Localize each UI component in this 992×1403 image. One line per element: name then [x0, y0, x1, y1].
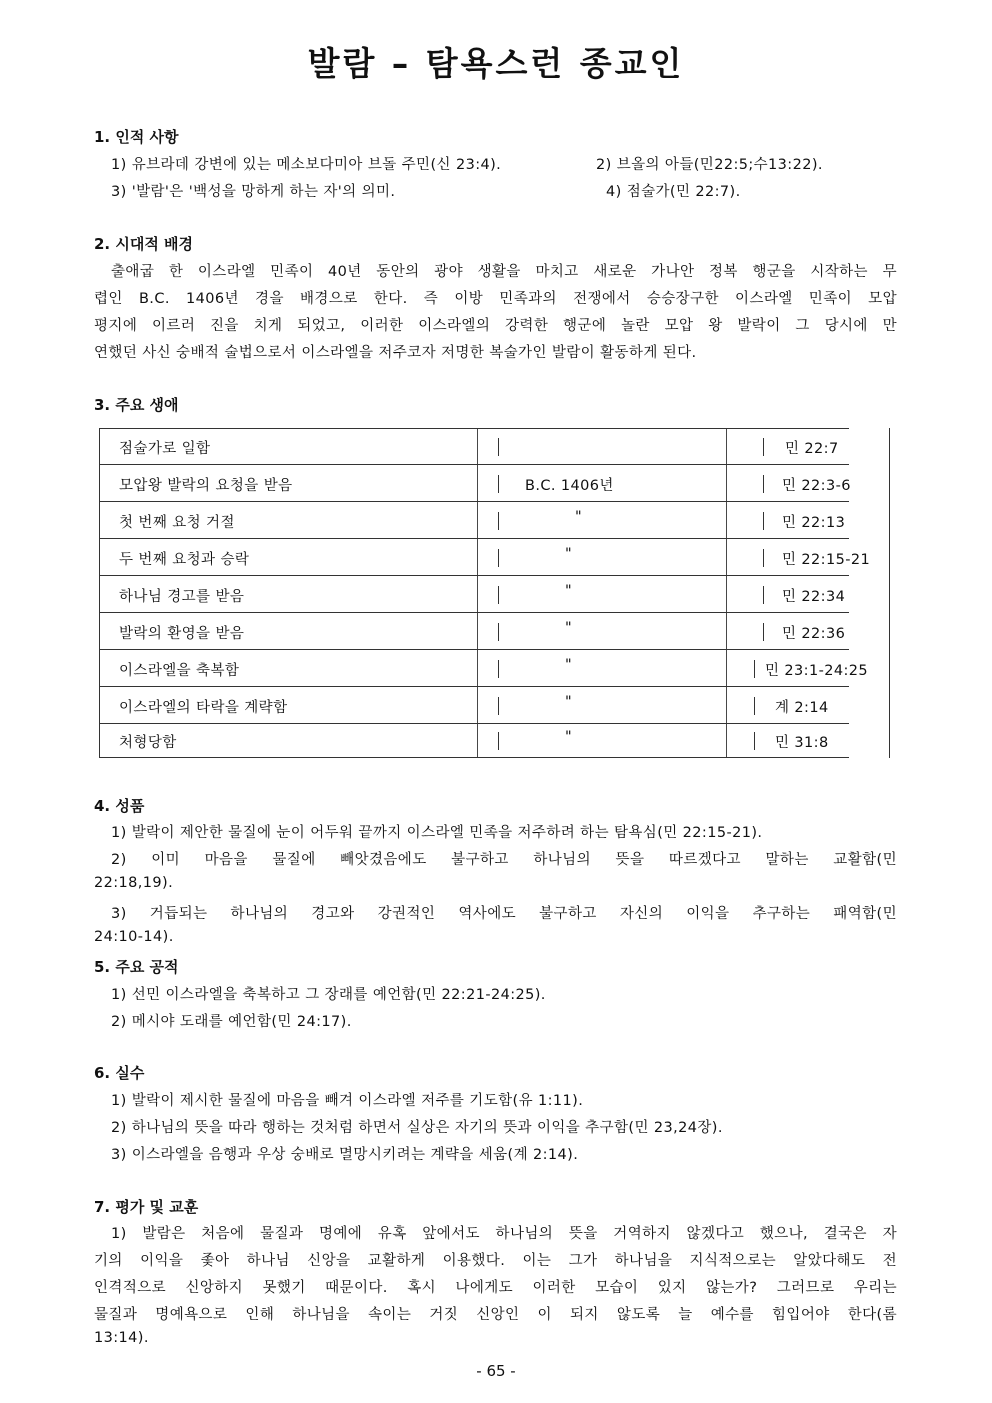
- reference-cell: 민 22:13: [782, 515, 846, 531]
- date-cell: ": [575, 509, 583, 525]
- event-cell: 이스라엘을 축복함: [119, 663, 240, 679]
- evaluation-paragraph-line: 13:14).: [94, 1330, 149, 1346]
- date-cell: B.C. 1406년: [525, 478, 614, 494]
- background-paragraph-line: 연했던 사신 숭배적 술법으로서 이스라엘을 저주코자 저명한 복술가인 발람이 활동하게 된다.: [94, 345, 697, 361]
- personal-info-item: 3) '발람'은 '백성을 망하게 하는 자'의 의미.: [111, 184, 396, 200]
- reference-cell: 민 22:7: [785, 441, 839, 457]
- mistake-item: 1) 발락이 제시한 물질에 마음을 빼겨 이스라엘 저주를 기도함(유 1:11).: [111, 1093, 584, 1109]
- reference-cell: 민 22:15-21: [782, 552, 871, 568]
- reference-cell: 민 22:34: [782, 589, 846, 605]
- date-cell: ": [565, 694, 573, 710]
- character-item: 1) 발락이 제안한 물질에 눈이 어두워 끝까지 이스라엘 민족을 저주하려 하는 탐욕심(민 22:15-21).: [111, 825, 763, 841]
- section-heading-character: 4. 성품: [94, 797, 145, 815]
- event-cell: 발락의 환영을 받음: [119, 626, 245, 642]
- achievement-item: 1) 선민 이스라엘을 축복하고 그 장래를 예언함(민 22:21-24:25).: [111, 987, 546, 1003]
- date-cell: ": [565, 729, 573, 745]
- date-cell: ": [565, 657, 573, 673]
- section-heading-personal-info: 1. 인적 사항: [94, 128, 179, 146]
- section-heading-achievements: 5. 주요 공적: [94, 958, 179, 976]
- evaluation-paragraph-line: 물질과 명예욕으로 인해 하나님을 속이는 거짓 신앙인 이 되지 않도록 늘 예수를 힘입어야 한다(롬: [94, 1307, 897, 1323]
- section-heading-evaluation: 7. 평가 및 교훈: [94, 1198, 199, 1216]
- event-cell: 첫 번째 요청 거절: [119, 515, 235, 531]
- event-cell: 하나님 경고를 받음: [119, 589, 245, 605]
- character-item: 3) 거듭되는 하나님의 경고와 강권적인 역사에도 불구하고 자신의 이익을 추구하는 패역함(민: [111, 906, 897, 922]
- evaluation-paragraph-line: 1) 발람은 처음에 물질과 명예에 유혹 앞에서도 하나님의 뜻을 거역하지 않겠다고 했으나, 결국은 자: [111, 1226, 897, 1242]
- event-cell: 두 번째 요청과 승락: [119, 552, 250, 568]
- character-item-continuation: 22:18,19).: [94, 875, 174, 891]
- date-cell: ": [565, 583, 573, 599]
- achievement-item: 2) 메시야 도래를 예언함(민 24:17).: [111, 1014, 352, 1030]
- evaluation-paragraph-line: 인격적으로 신앙하지 못했기 때문이다. 혹시 나에게도 이러한 모습이 있지 않는가? 그러므로 우리는: [94, 1280, 897, 1296]
- mistake-item: 2) 하나님의 뜻을 따라 행하는 것처럼 하면서 실상은 자기의 뜻과 이익을 추구함(민 23,24장).: [111, 1120, 723, 1136]
- event-cell: 이스라엘의 타락을 계략함: [119, 700, 288, 716]
- evaluation-paragraph-line: 기의 이익을 좇아 하나님 신앙을 교활하게 이용했다. 이는 그가 하나님을 지식적으로는 알았다해도 전: [94, 1253, 897, 1269]
- page-number: - 65 -: [476, 1362, 516, 1380]
- reference-cell: 민 31:8: [775, 735, 829, 751]
- character-item-continuation: 24:10-14).: [94, 929, 174, 945]
- page-title: 발람 – 탐욕스런 종교인: [307, 44, 685, 83]
- mistake-item: 3) 이스라엘을 음행과 우상 숭배로 멸망시키려는 계략을 세움(계 2:14).: [111, 1147, 579, 1163]
- background-paragraph-line: 평지에 이르러 진을 치게 되었고, 이러한 이스라엘의 강력한 행군에 놀란 모압 왕 발락이 그 당시에 만: [94, 318, 897, 334]
- section-heading-background: 2. 시대적 배경: [94, 235, 194, 253]
- date-cell: ": [565, 620, 573, 636]
- background-paragraph-line: 출애굽 한 이스라엘 민족이 40년 동안의 광야 생활을 마치고 새로운 가나안 정복 행군을 시작하는 무: [111, 264, 897, 280]
- life-events-table: [99, 428, 891, 758]
- section-heading-mistakes: 6. 실수: [94, 1064, 145, 1082]
- event-cell: 점술가로 일함: [119, 441, 211, 457]
- reference-cell: 민 23:1-24:25: [765, 663, 868, 679]
- section-heading-main-life: 3. 주요 생애: [94, 396, 179, 414]
- personal-info-item: 2) 브올의 아들(민22:5;수13:22).: [596, 157, 823, 173]
- character-item: 2) 이미 마음을 물질에 빼앗겼음에도 불구하고 하나님의 뜻을 따르겠다고 말하는 교활함(민: [111, 852, 897, 868]
- personal-info-item: 4) 점술가(민 22:7).: [606, 184, 741, 200]
- personal-info-item: 1) 유브라데 강변에 있는 메소보다미아 브돌 주민(신 23:4).: [111, 157, 502, 173]
- background-paragraph-line: 렵인 B.C. 1406년 경을 배경으로 한다. 즉 이방 민족과의 전쟁에서 승승장구한 이스라엘 민족이 모압: [94, 291, 897, 307]
- reference-cell: 민 22:3-6: [782, 478, 851, 494]
- event-cell: 처형당함: [119, 735, 177, 751]
- reference-cell: 계 2:14: [775, 700, 829, 716]
- event-cell: 모압왕 발락의 요청을 받음: [119, 478, 293, 494]
- reference-cell: 민 22:36: [782, 626, 846, 642]
- date-cell: ": [565, 546, 573, 562]
